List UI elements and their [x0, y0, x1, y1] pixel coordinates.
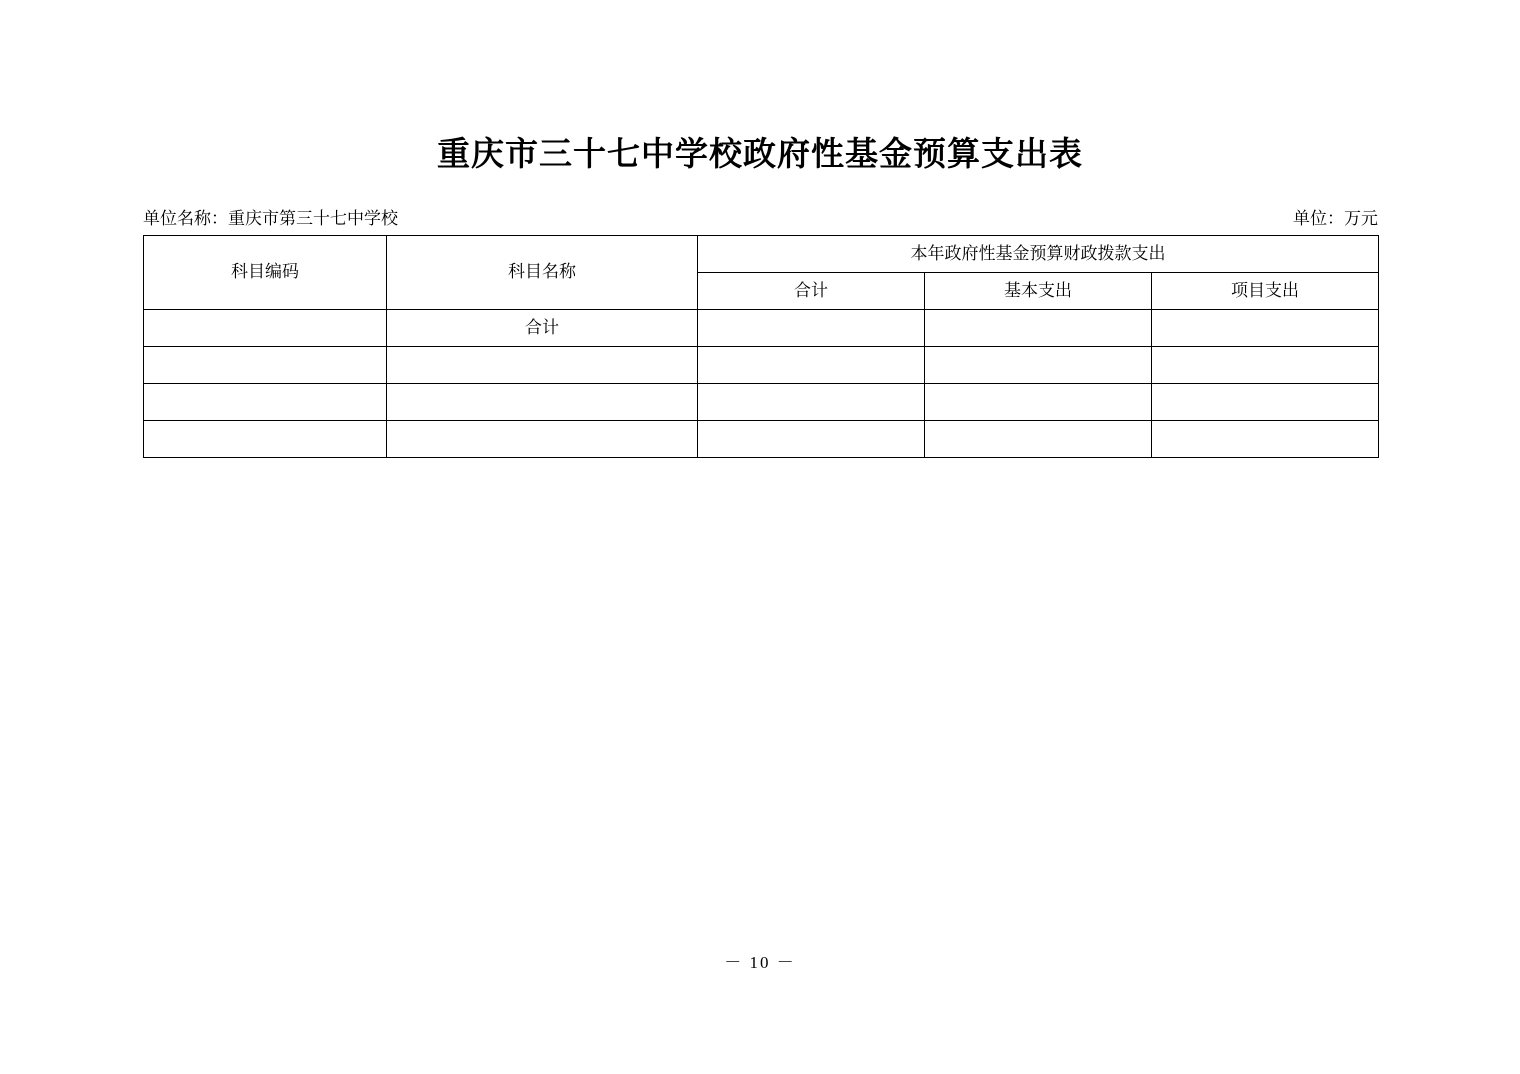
- table-row: [144, 384, 1379, 421]
- government-fund-budget-expenditure-table: [143, 235, 1379, 458]
- cell-subject-name: [387, 384, 698, 421]
- cell-project-expenditure: [1152, 310, 1379, 347]
- header-fund-expenditure-group: 本年政府性基金预算财政拨款支出: [698, 236, 1379, 273]
- table-meta-row: [143, 204, 1378, 229]
- header-subject-code: 科目编码: [144, 236, 387, 310]
- header-sub-total: 合计: [698, 273, 925, 310]
- table-row: [144, 310, 1379, 347]
- cell-project-expenditure: [1152, 421, 1379, 458]
- cell-basic-expenditure: [925, 310, 1152, 347]
- cell-subject-code: [144, 310, 387, 347]
- table-row: [144, 347, 1379, 384]
- page-title: 重庆市三十七中学校政府性基金预算支出表: [437, 135, 1083, 172]
- cell-total: [698, 310, 925, 347]
- table-header-row-primary: [144, 236, 1379, 273]
- cell-total: [698, 347, 925, 384]
- cell-subject-name: [387, 347, 698, 384]
- cell-subject-code: [144, 347, 387, 384]
- cell-subject-code: [144, 384, 387, 421]
- header-sub-project-expenditure: 项目支出: [1152, 273, 1379, 310]
- cell-basic-expenditure: [925, 384, 1152, 421]
- cell-subject-name: [387, 421, 698, 458]
- header-subject-name: 科目名称: [387, 236, 698, 310]
- cell-project-expenditure: [1152, 347, 1379, 384]
- amount-unit-label: 单位：万元: [1293, 209, 1378, 228]
- cell-project-expenditure: [1152, 384, 1379, 421]
- unit-name-label: 单位名称：重庆市第三十七中学校: [143, 209, 398, 228]
- page-number: － 10 －: [724, 953, 796, 972]
- cell-basic-expenditure: [925, 421, 1152, 458]
- table-row: [144, 421, 1379, 458]
- cell-subject-code: [144, 421, 387, 458]
- cell-total: [698, 384, 925, 421]
- cell-total: [698, 421, 925, 458]
- cell-subject-name: 合计: [387, 310, 698, 347]
- cell-basic-expenditure: [925, 347, 1152, 384]
- header-sub-basic-expenditure: 基本支出: [925, 273, 1152, 310]
